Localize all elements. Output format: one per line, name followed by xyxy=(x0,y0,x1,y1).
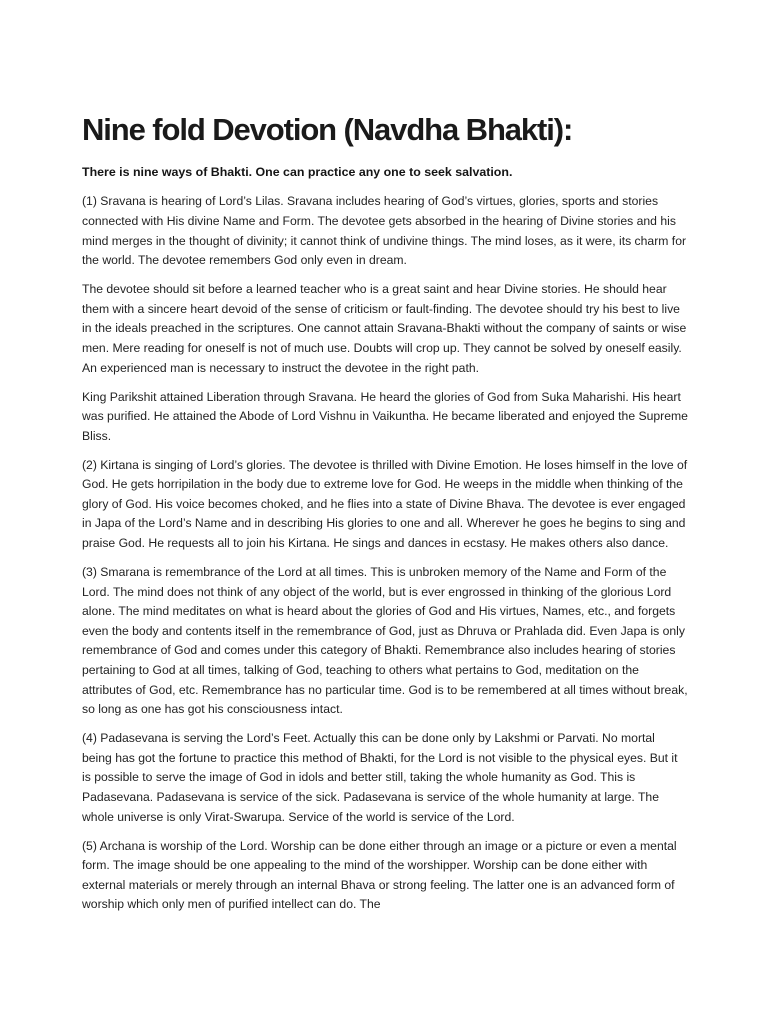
document-page xyxy=(82,110,688,924)
paragraph-parikshit: King Parikshit attained Liberation through Sravana. He heard the glories of God from Suka Maharishi. His heart was purified. He attained the Abode of Lord Vishnu in Vaikuntha. He became liberated and enjoyed the Supreme Bliss. xyxy=(82,389,688,443)
paragraph-kirtana: (2) Kirtana is singing of Lord’s glories. The devotee is thrilled with Divine Emotion. He loses himself in the love of God. He gets horripilation in the body due to extreme love for God. He weeps in the middle when thinking of the glory of God. His voice becomes choked, and he flies into a state of Divine Bhava. The devotee is ever engaged in Japa of the Lord’s Name and in describing His glories to one and all. Wherever he goes he begins to sing and praise God. He requests all to join his Kirtana. He sings and dances in ecstasy. He makes others also dance. xyxy=(82,457,688,551)
document-title: Nine fold Devotion (Navdha Bhakti): xyxy=(82,112,573,147)
paragraph-smarana: (3) Smarana is remembrance of the Lord at all times. This is unbroken memory of the Name and Form of the Lord. The mind does not think of any object of the world, but is ever engrossed in thinking of the glorious Lord alone. The mind meditates on what is heard about the glories of God and His virtues, Names, etc., and forgets even the body and contents itself in the remembrance of God, just as Dhruva or Prahlada did. Even Japa is only remembrance of God and comes under this category of Bhakti. Remembrance also includes hearing of stories pertaining to God at all times, talking of God, teaching to others what pertains to God, meditation on the attributes of God, etc. Remembrance has no particular time. God is to be remembered at all times without break, so long as one has got his consciousness intact. xyxy=(82,565,688,717)
intro-text: There is nine ways of Bhakti. One can practice any one to seek salvation. xyxy=(82,165,513,179)
paragraph-sravana: (1) Sravana is hearing of Lord’s Lilas. Sravana includes hearing of God’s virtues, glories, sports and stories connected with His divine Name and Form. The devotee gets absorbed in the hearing of Divine stories and his mind merges in the thought of divinity; it cannot think of undivine things. The mind loses, as it were, its charm for the world. The devotee remembers God only even in dream. xyxy=(82,194,687,268)
paragraph-sravana-teacher: The devotee should sit before a learned teacher who is a great saint and hear Divine stories. He should hear them with a sincere heart devoid of the sense of criticism or fault-finding. The devotee should try his best to live in the ideals preached in the scriptures. One cannot attain Sravana-Bhakti without the company of saints or wise men. Mere reading for oneself is not of much use. Doubts will crop up. They cannot be solved by oneself easily. An experienced man is necessary to instruct the devotee in the right path. xyxy=(82,282,687,375)
paragraph-padasevana: (4) Padasevana is serving the Lord’s Feet. Actually this can be done only by Lakshmi or Parvati. No mortal being has got the fortune to practice this method of Bhakti, for the Lord is not visible to the physical eyes. But it is possible to serve the image of God in idols and better still, taking the whole humanity as God. This is Padasevana. Padasevana is service of the sick. Padasevana is service of the whole humanity at large. The whole universe is only Virat-Swarupa. Service of the world is service of the Lord. xyxy=(82,731,678,824)
paragraph-archana: (5) Archana is worship of the Lord. Worship can be done either through an image or a picture or even a mental form. The image should be one appealing to the mind of the worshipper. Worship can be done either with external materials or merely through an internal Bhava or strong feeling. The latter one is an advanced form of worship which only men of purified intellect can do. The xyxy=(82,838,677,912)
